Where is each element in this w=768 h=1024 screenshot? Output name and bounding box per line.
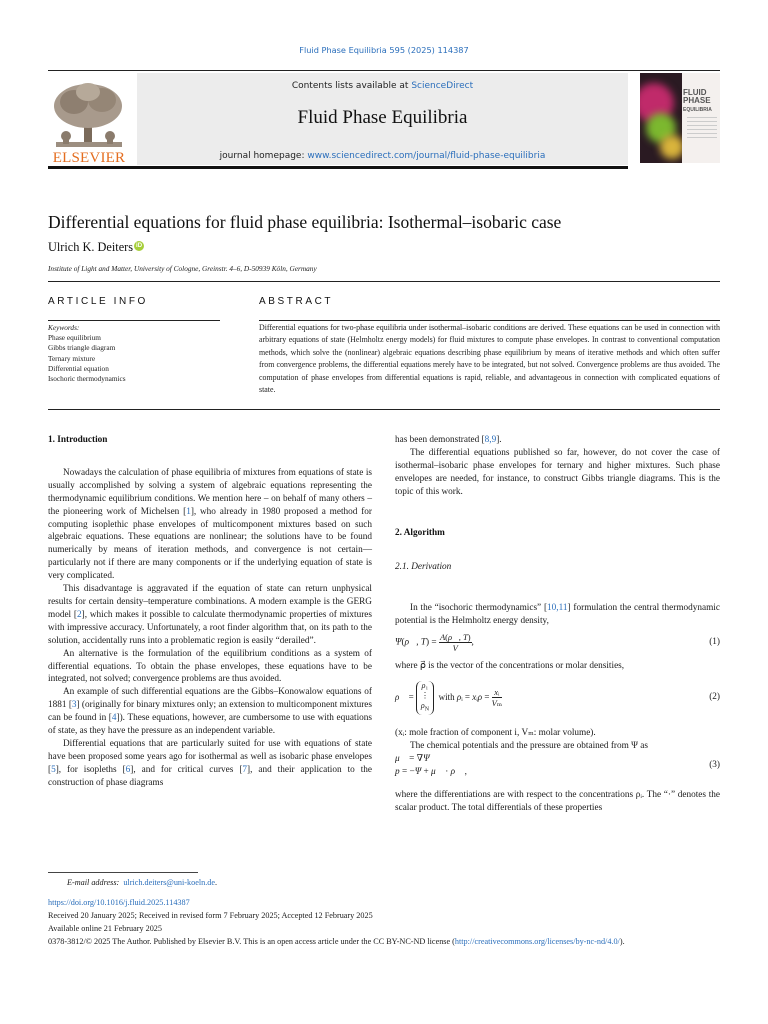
reference-link[interactable]: 8,9 [484, 435, 497, 445]
subsection-heading-derivation: 2.1. Derivation [395, 562, 452, 573]
journal-header [48, 70, 628, 165]
cover-title-word: PHASE [683, 96, 711, 105]
journal-citation-link[interactable]: Fluid Phase Equilibria 595 (2025) 114387 [299, 45, 469, 55]
orcid-icon[interactable]: iD [136, 243, 143, 249]
text-run: ] (originally for binary mixtures only; an extension to multicomponent mixtures can be found in [ [48, 700, 372, 724]
equation-body: ρ⃗ = ρ₁ ⋮ $\rho_N$ with ρᵢ = xᵢρ = $\frac{\text{xᵢ}}{\text{Vₘ}}$ [395, 681, 503, 713]
article-info-heading: ARTICLE INFO [48, 296, 148, 307]
intro-paragraph [48, 738, 372, 790]
text-run: In the “isochoric thermodynamics” [ [410, 603, 548, 614]
equation-number: (1) [709, 637, 720, 648]
equation-body: μ⃗ = ∇Ψ p = −Ψ + μ⃗ · ρ⃗ , [395, 753, 467, 777]
intro-paragraph [48, 583, 372, 648]
homepage-prefix: journal homepage: [219, 151, 308, 161]
text-run: Differential equations that are particularly suited for use with equations of state have been proposed some years ago for isothermal as well as isobaric phase envelopes [ [48, 738, 372, 775]
cover-subtext-lines [687, 117, 717, 141]
footnote-email [67, 878, 217, 887]
journal-homepage-link[interactable]: www.sciencedirect.com/journal/fluid-phase-equilibria [307, 151, 546, 161]
text-run: ]. [496, 435, 502, 445]
section-heading-introduction: 1. Introduction [48, 435, 108, 445]
text-run: . [215, 878, 218, 887]
abstract-heading: ABSTRACT [259, 296, 334, 307]
section-heading-algorithm: 2. Algorithm [395, 527, 445, 538]
author-name[interactable]: Ulrich K. Deiters [48, 240, 134, 254]
reference-link[interactable]: 2 [77, 609, 82, 620]
body-paragraph: where ρ⃗ is the vector of the concentrations or molar densities, [395, 661, 625, 672]
sciencedirect-link[interactable]: ScienceDirect [411, 81, 474, 91]
cover-title-word: EQUILIBRIA [683, 107, 712, 113]
email-link[interactable]: ulrich.deiters@uni-koeln.de [123, 878, 215, 887]
journal-name: Fluid Phase Equilibria [297, 107, 468, 128]
text-run: ], and their application to the construction of phase diagrams [48, 764, 372, 788]
text-run: ]). These equations, however, are cumbersome to use with equations of state, as they have the pressure as an independent variable. [48, 713, 372, 737]
equation-1 [395, 628, 720, 654]
footnote-rule [48, 872, 198, 873]
body-paragraph: The differential equations published so far, however, do not cover the case of isothermal–isobaric phase envelopes for ternary and higher mixtures. Such phase envelopes are needed, for instance, to construct Gibbs triangle diagrams. This is the topic of this work. [395, 447, 720, 497]
article-info-rule [48, 320, 220, 321]
contents-lists-line [137, 81, 628, 91]
body-paragraph: The chemical potentials and the pressure are obtained from Ψ as [410, 740, 648, 751]
keywords-list [48, 323, 220, 384]
text-run: ], which makes it possible to calculate thermodynamic properties of mixtures with impressive accuracy. Unfortunately, a root finder algorithm that, on its path to the solution, accidentally runs into a problematic region is easily “derailed”. [48, 609, 372, 646]
online-date: Available online 21 February 2025 [48, 924, 162, 933]
keywords-label: Keywords: [48, 323, 80, 332]
intro-paragraph [48, 467, 372, 583]
journal-homepage-line [137, 151, 628, 161]
author-line [48, 240, 144, 255]
received-dates: Received 20 January 2025; Received in revised form 7 February 2025; Accepted 12 February 2025 [48, 911, 373, 920]
intro-paragraph: An alternative is the formulation of the equilibrium conditions as a system of differential equations. To obtain the phase envelopes, these equations have to be integrated, not solved; convergence problems are thus avoided. [48, 648, 372, 685]
abstract-text: Differential equations for two-phase equilibria under isothermal–isobaric conditions are derived. These equations can be used in connection with arbitrary equations of state (Helmholtz energy models) for fluid mixtures to compute phase envelopes. In contrast to conventional computation methods, which solve the (nonlinear) algebraic equations describing phase equilibrium by means of iterative methods and which often suffer from convergence problems, the differential equations merely have to be integrated, but not solved. Convergence problems are thus avoided. The computation of phase envelopes from differential equations is rapid, reliable, and advantageous in connection with complicated equations of state. [259, 323, 720, 395]
body-paragraph [395, 434, 720, 447]
header-bottom-rule [48, 166, 628, 169]
reference-link[interactable]: 10,11 [547, 603, 568, 614]
affiliation: Institute of Light and Matter, University of Cologne, Greinstr. 4–6, D-50939 Köln, Germany [48, 264, 317, 273]
keyword-item: Isochoric thermodynamics [48, 374, 126, 384]
reference-link[interactable]: 1 [186, 506, 191, 517]
body-paragraph: (xᵢ: mole fraction of component i, Vₘ: molar volume). [395, 728, 596, 739]
journal-banner [137, 73, 628, 165]
intro-paragraph [48, 686, 372, 738]
keyword-item: Gibbs triangle diagram [48, 343, 116, 353]
cover-title-word: FLUID [683, 88, 707, 97]
reference-link[interactable]: 7 [242, 764, 248, 775]
keyword-item: Ternary mixture [48, 353, 96, 363]
body-paragraph: where the differentiations are with respect to the concentrations ρᵢ. The “·” denotes the scalar product. The total differentials of these properties [395, 789, 720, 813]
abstract-bottom-rule [48, 409, 720, 410]
keyword-item: Phase equilibrium [48, 333, 101, 343]
keyword-item: Differential equation [48, 363, 109, 373]
text-run: ], who already in 1980 proposed a method for computing isoplethic phase envelopes of multicomponent mixtures based on such algebraic equations. These equations are nonlinear; the solutions have to be found numerically by means of iteration methods, and convergence is not certain—particularly not if there are many components or if the underlying equation of state is very complicated. [48, 506, 372, 582]
reference-link[interactable]: 4 [111, 713, 117, 724]
body-paragraph [395, 602, 720, 628]
equation-3 [395, 753, 720, 781]
journal-cover-thumbnail[interactable] [640, 73, 720, 163]
license-statement [48, 936, 720, 948]
text-run: has been demonstrated [ [395, 435, 485, 445]
email-label: E-mail address: [67, 878, 120, 887]
cover-art-blob [660, 135, 684, 159]
text-run: ], and for critical curves [ [130, 764, 243, 775]
text-run: An example of such differential equations are the Gibbs–Konowalow equations of 1881 [ [48, 687, 372, 711]
equation-number: (2) [709, 692, 720, 703]
text-run: ). [619, 937, 625, 946]
right-column [395, 434, 720, 815]
left-column [48, 434, 372, 790]
article-title: Differential equations for fluid phase equilibria: Isothermal–isobaric case [48, 212, 562, 232]
contents-prefix: Contents lists available at [291, 81, 412, 91]
text-run: ], for isopleths [ [55, 764, 126, 775]
equation-body: Ψ(ρ⃗, T) = $\frac{A(\rho⃗, T)}{V}$ , [395, 632, 474, 654]
license-link[interactable]: http://creativecommons.org/licenses/by-nc-nd/4.0/ [454, 937, 620, 946]
reference-link[interactable]: 3 [71, 700, 77, 711]
text-run: ] formulation the central thermodynamic potential is the Helmholtz energy density, [395, 603, 720, 627]
text-run: Nowadays the calculation of phase equilibria of mixtures from equations of state is usually accomplished by solving a system of algebraic equations representing the thermodynamic equilibrium conditions. We mention here – on behalf of many others – the pioneering work of Michelsen [ [48, 467, 372, 517]
doi-link[interactable]: https://doi.org/10.1016/j.fluid.2025.114387 [48, 898, 190, 907]
affiliation-rule [48, 281, 720, 282]
text-run: This disadvantage is aggravated if the equation of state can return unphysical results for certain density–temperature combinations. A modern example is the GERG model [ [48, 584, 372, 620]
abstract-rule [259, 320, 720, 321]
reference-link[interactable]: 6 [125, 764, 131, 775]
text-run: 0378-3812/© 2025 The Author. Published by Elsevier B.V. This is an open access article under the CC BY-NC-ND license ( [48, 937, 455, 946]
cover-title [683, 89, 717, 114]
publisher-wordmark: ELSEVIER [52, 150, 126, 166]
equation-2 [395, 675, 720, 721]
reference-link[interactable]: 5 [51, 764, 56, 775]
equation-number: (3) [709, 759, 720, 770]
